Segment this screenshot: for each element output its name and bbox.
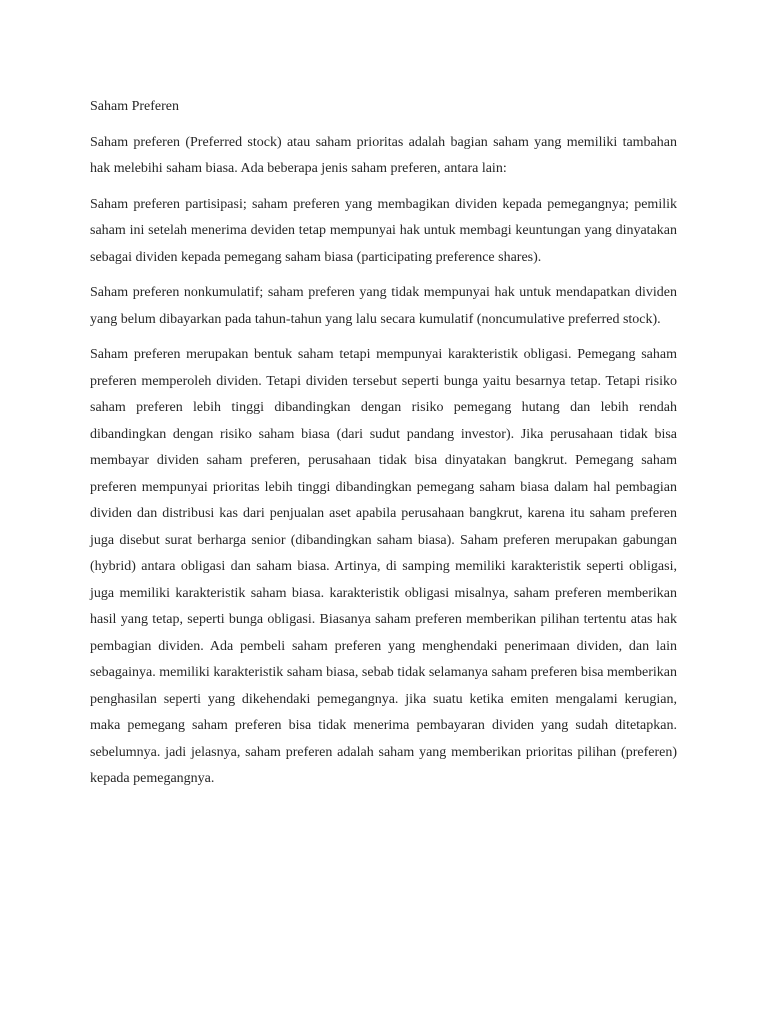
paragraph-characteristics: Saham preferen merupakan bentuk saham tetapi mempunyai karakteristik obligasi. Pemegang saham preferen memperoleh dividen. Tetapi dividen tersebut seperti bunga yaitu besarnya tetap. Tetapi risiko saham preferen lebih tinggi dibandingkan dengan risiko pemegang hutang dan lebih rendah dibandingkan dengan risiko saham biasa (dari sudut pandang investor). Jika perusahaan tidak bisa membayar dividen saham preferen, perusahaan tidak bisa dinyatakan bangkrut. Pemegang saham preferen mempunyai prioritas lebih tinggi dibandingkan pemegang saham biasa dalam hal pembagian dividen dan distribusi kas dari penjualan aset apabila perusahaan bangkrut, karena itu saham preferen juga disebut surat berharga senior (dibandingkan saham biasa). Saham preferen merupakan gabungan (hybrid) antara obligasi dan saham biasa. Artinya, di samping memiliki karakteristik seperti obligasi, juga memiliki karakteristik saham biasa. karakteristik obligasi misalnya, saham preferen memberikan hasil yang tetap, seperti bunga obligasi. Biasanya saham preferen memberikan pilihan tertentu atas hak pembagian dividen. Ada pembeli saham preferen yang menghendaki penerimaan dividen, dan lain sebagainya. memiliki karakteristik saham biasa, sebab tidak selamanya saham preferen bisa memberikan penghasilan seperti yang dikehendaki pemegangnya. jika suatu ketika emiten mengalami kerugian, maka pemegang saham preferen bisa tidak menerima pembayaran dividen yang sudah ditetapkan. sebelumnya. jadi jelasnya, saham preferen adalah saham yang memberikan prioritas pilihan (preferen) kepada pemegangnya. — [90, 347, 677, 786]
document-title: Saham Preferen — [90, 99, 180, 114]
paragraph-definition: Saham preferen (Preferred stock) atau saham prioritas adalah bagian saham yang memiliki tambahan hak melebihi saham biasa. Ada beberapa jenis saham preferen, antara lain: — [90, 134, 677, 176]
paragraph-participating: Saham preferen partisipasi; saham preferen yang membagikan dividen kepada pemegangnya; pemilik saham ini setelah menerima deviden tetap mempunyai hak untuk membagi keuntungan yang dinyatakan sebagai dividen kepada pemegang saham biasa (participating preference shares). — [90, 196, 677, 265]
paragraph-noncumulative: Saham preferen nonkumulatif; saham preferen yang tidak mempunyai hak untuk mendapatkan dividen yang belum dibayarkan pada tahun-tahun yang lalu secara kumulatif (noncumulative preferred stock). — [90, 285, 677, 327]
document-body — [90, 94, 677, 802]
